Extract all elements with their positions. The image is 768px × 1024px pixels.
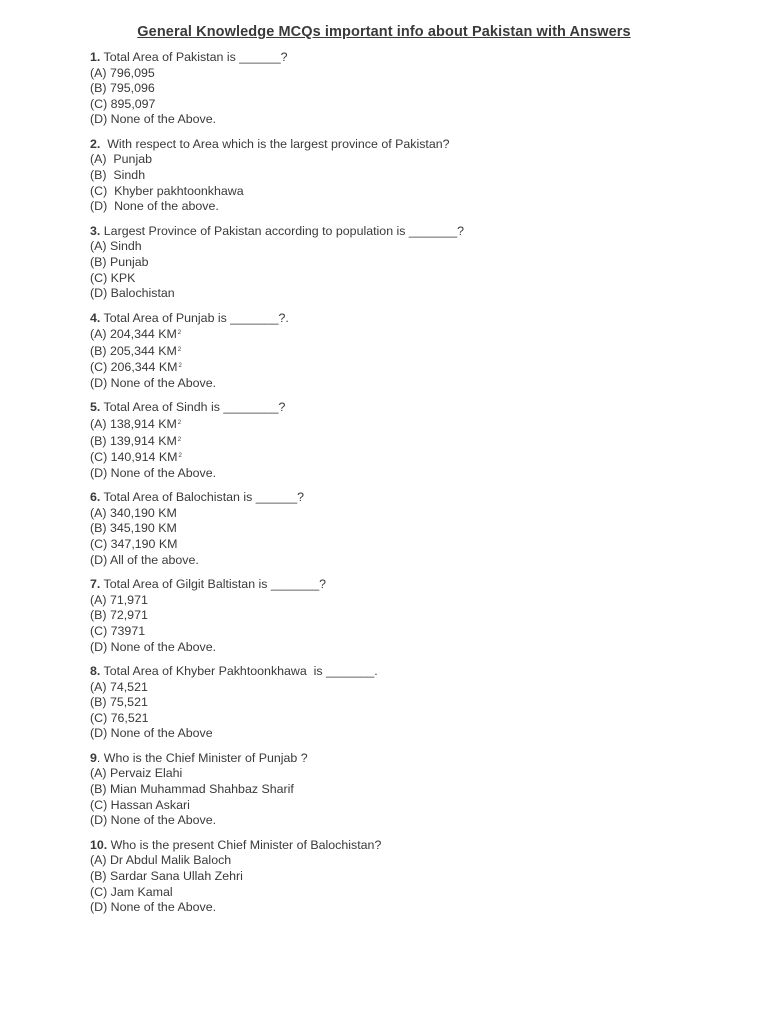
- question-number: 4.: [90, 310, 101, 325]
- question-3: [90, 224, 730, 302]
- superscript: 2: [177, 436, 182, 443]
- option-b: (B) Punjab: [90, 254, 149, 269]
- option-c: (C) 73971: [90, 623, 146, 638]
- option-c: (C) Jam Kamal: [90, 884, 173, 899]
- superscript: 2: [177, 330, 182, 337]
- question-1: [90, 50, 730, 128]
- option-c: (C) 895,097: [90, 96, 156, 111]
- question-text: [90, 50, 730, 66]
- question-stem: Total Area of Pakistan is ______?: [100, 50, 288, 64]
- question-stem: Total Area of Balochistan is ______?: [100, 490, 305, 505]
- option-a: (A) 340,190 KM: [90, 505, 177, 520]
- question-number: 2.: [90, 136, 101, 151]
- option-b: [90, 343, 730, 360]
- option-text: (A) 204,344 KM: [90, 327, 177, 342]
- question-stem: Total Area of Sindh is ________?: [100, 400, 286, 415]
- option-a: [90, 416, 730, 433]
- option-c: (C) 347,190 KM: [90, 537, 178, 552]
- option-text: (B) 139,914 KM: [90, 433, 177, 448]
- question-text: [90, 664, 730, 680]
- superscript: 2: [177, 420, 182, 427]
- option-b: (B) 795,096: [90, 81, 155, 96]
- option-b: (B) 72,971: [90, 608, 148, 623]
- option-b: (B) 345,190 KM: [90, 521, 177, 536]
- question-text: [90, 311, 730, 327]
- question-number: 10.: [90, 837, 108, 852]
- question-9: [90, 751, 730, 829]
- option-a: [90, 326, 730, 343]
- option-c: (C) Khyber pakhtoonkhawa: [90, 183, 244, 198]
- question-number: 9: [90, 750, 97, 765]
- question-stem: Total Area of Gilgit Baltistan is _______?: [100, 577, 327, 592]
- option-c: (C) KPK: [90, 270, 136, 285]
- question-number: 5.: [90, 400, 101, 415]
- option-b: (B) 75,521: [90, 695, 148, 710]
- option-b: (B) Sardar Sana Ullah Zehri: [90, 868, 243, 883]
- option-c: (C) 76,521: [90, 710, 149, 725]
- question-6: [90, 490, 730, 568]
- superscript: 2: [178, 453, 182, 460]
- question-stem: . Who is the Chief Minister of Punjab ?: [96, 750, 308, 765]
- option-b: (B) Sindh: [90, 168, 146, 183]
- question-list: [90, 50, 730, 925]
- question-number: 3.: [90, 223, 101, 238]
- option-a: (A) 796,095: [90, 65, 155, 80]
- option-c: [90, 359, 730, 376]
- option-text: (C) 206,344 KM: [90, 360, 178, 375]
- option-text: (B) 205,344 KM: [90, 343, 177, 358]
- question-number: 6.: [90, 490, 101, 505]
- option-d: (D) None of the Above.: [90, 639, 217, 654]
- question-8: [90, 664, 730, 742]
- option-d: (D) None of the Above.: [90, 813, 217, 828]
- question-stem: Total Area of Khyber Pakhtoonkhawa is _______.: [100, 664, 378, 679]
- option-a: (A) Sindh: [90, 239, 142, 254]
- option-text: (A) 138,914 KM: [90, 417, 177, 432]
- option-d: (D) All of the above.: [90, 552, 199, 567]
- superscript: 2: [178, 363, 182, 370]
- option-b: [90, 433, 730, 450]
- option-a: (A) Dr Abdul Malik Baloch: [90, 853, 232, 868]
- option-d: (D) None of the Above.: [90, 465, 217, 480]
- question-text: [90, 838, 730, 854]
- option-c: [90, 449, 730, 466]
- option-a: (A) Punjab: [90, 152, 152, 167]
- question-number: 8.: [90, 664, 101, 679]
- question-text: [90, 224, 730, 240]
- option-d: (D) None of the Above.: [90, 375, 217, 390]
- page-title: General Knowledge MCQs important info about Pakistan with Answers: [137, 24, 631, 40]
- option-d: (D) None of the Above.: [90, 112, 217, 127]
- option-d: (D) None of the above.: [90, 199, 219, 214]
- question-2: [90, 137, 730, 215]
- question-stem: With respect to Area which is the largest province of Pakistan?: [100, 136, 450, 151]
- question-text: [90, 400, 730, 416]
- question-number: 7.: [90, 577, 101, 592]
- question-stem: Total Area of Punjab is _______?.: [100, 310, 289, 325]
- question-10: [90, 838, 730, 916]
- option-d: (D) Balochistan: [90, 286, 175, 301]
- question-stem: Who is the present Chief Minister of Balochistan?: [107, 837, 382, 852]
- option-d: (D) None of the Above.: [90, 900, 217, 915]
- option-b: (B) Mian Muhammad Shahbaz Sharif: [90, 782, 294, 797]
- option-a: (A) 71,971: [90, 592, 148, 607]
- question-5: [90, 400, 730, 481]
- option-a: (A) 74,521: [90, 679, 148, 694]
- question-4: [90, 311, 730, 392]
- question-text: [90, 490, 730, 506]
- question-text: [90, 751, 730, 767]
- option-d: (D) None of the Above: [90, 726, 213, 741]
- option-c: (C) Hassan Askari: [90, 797, 190, 812]
- question-stem: Largest Province of Pakistan according to population is _______?: [100, 223, 465, 238]
- superscript: 2: [177, 346, 182, 353]
- question-7: [90, 577, 730, 655]
- question-text: [90, 137, 730, 153]
- question-text: [90, 577, 730, 593]
- question-number: 1.: [90, 50, 101, 64]
- option-text: (C) 140,914 KM: [90, 450, 178, 465]
- option-a: (A) Pervaiz Elahi: [90, 766, 183, 781]
